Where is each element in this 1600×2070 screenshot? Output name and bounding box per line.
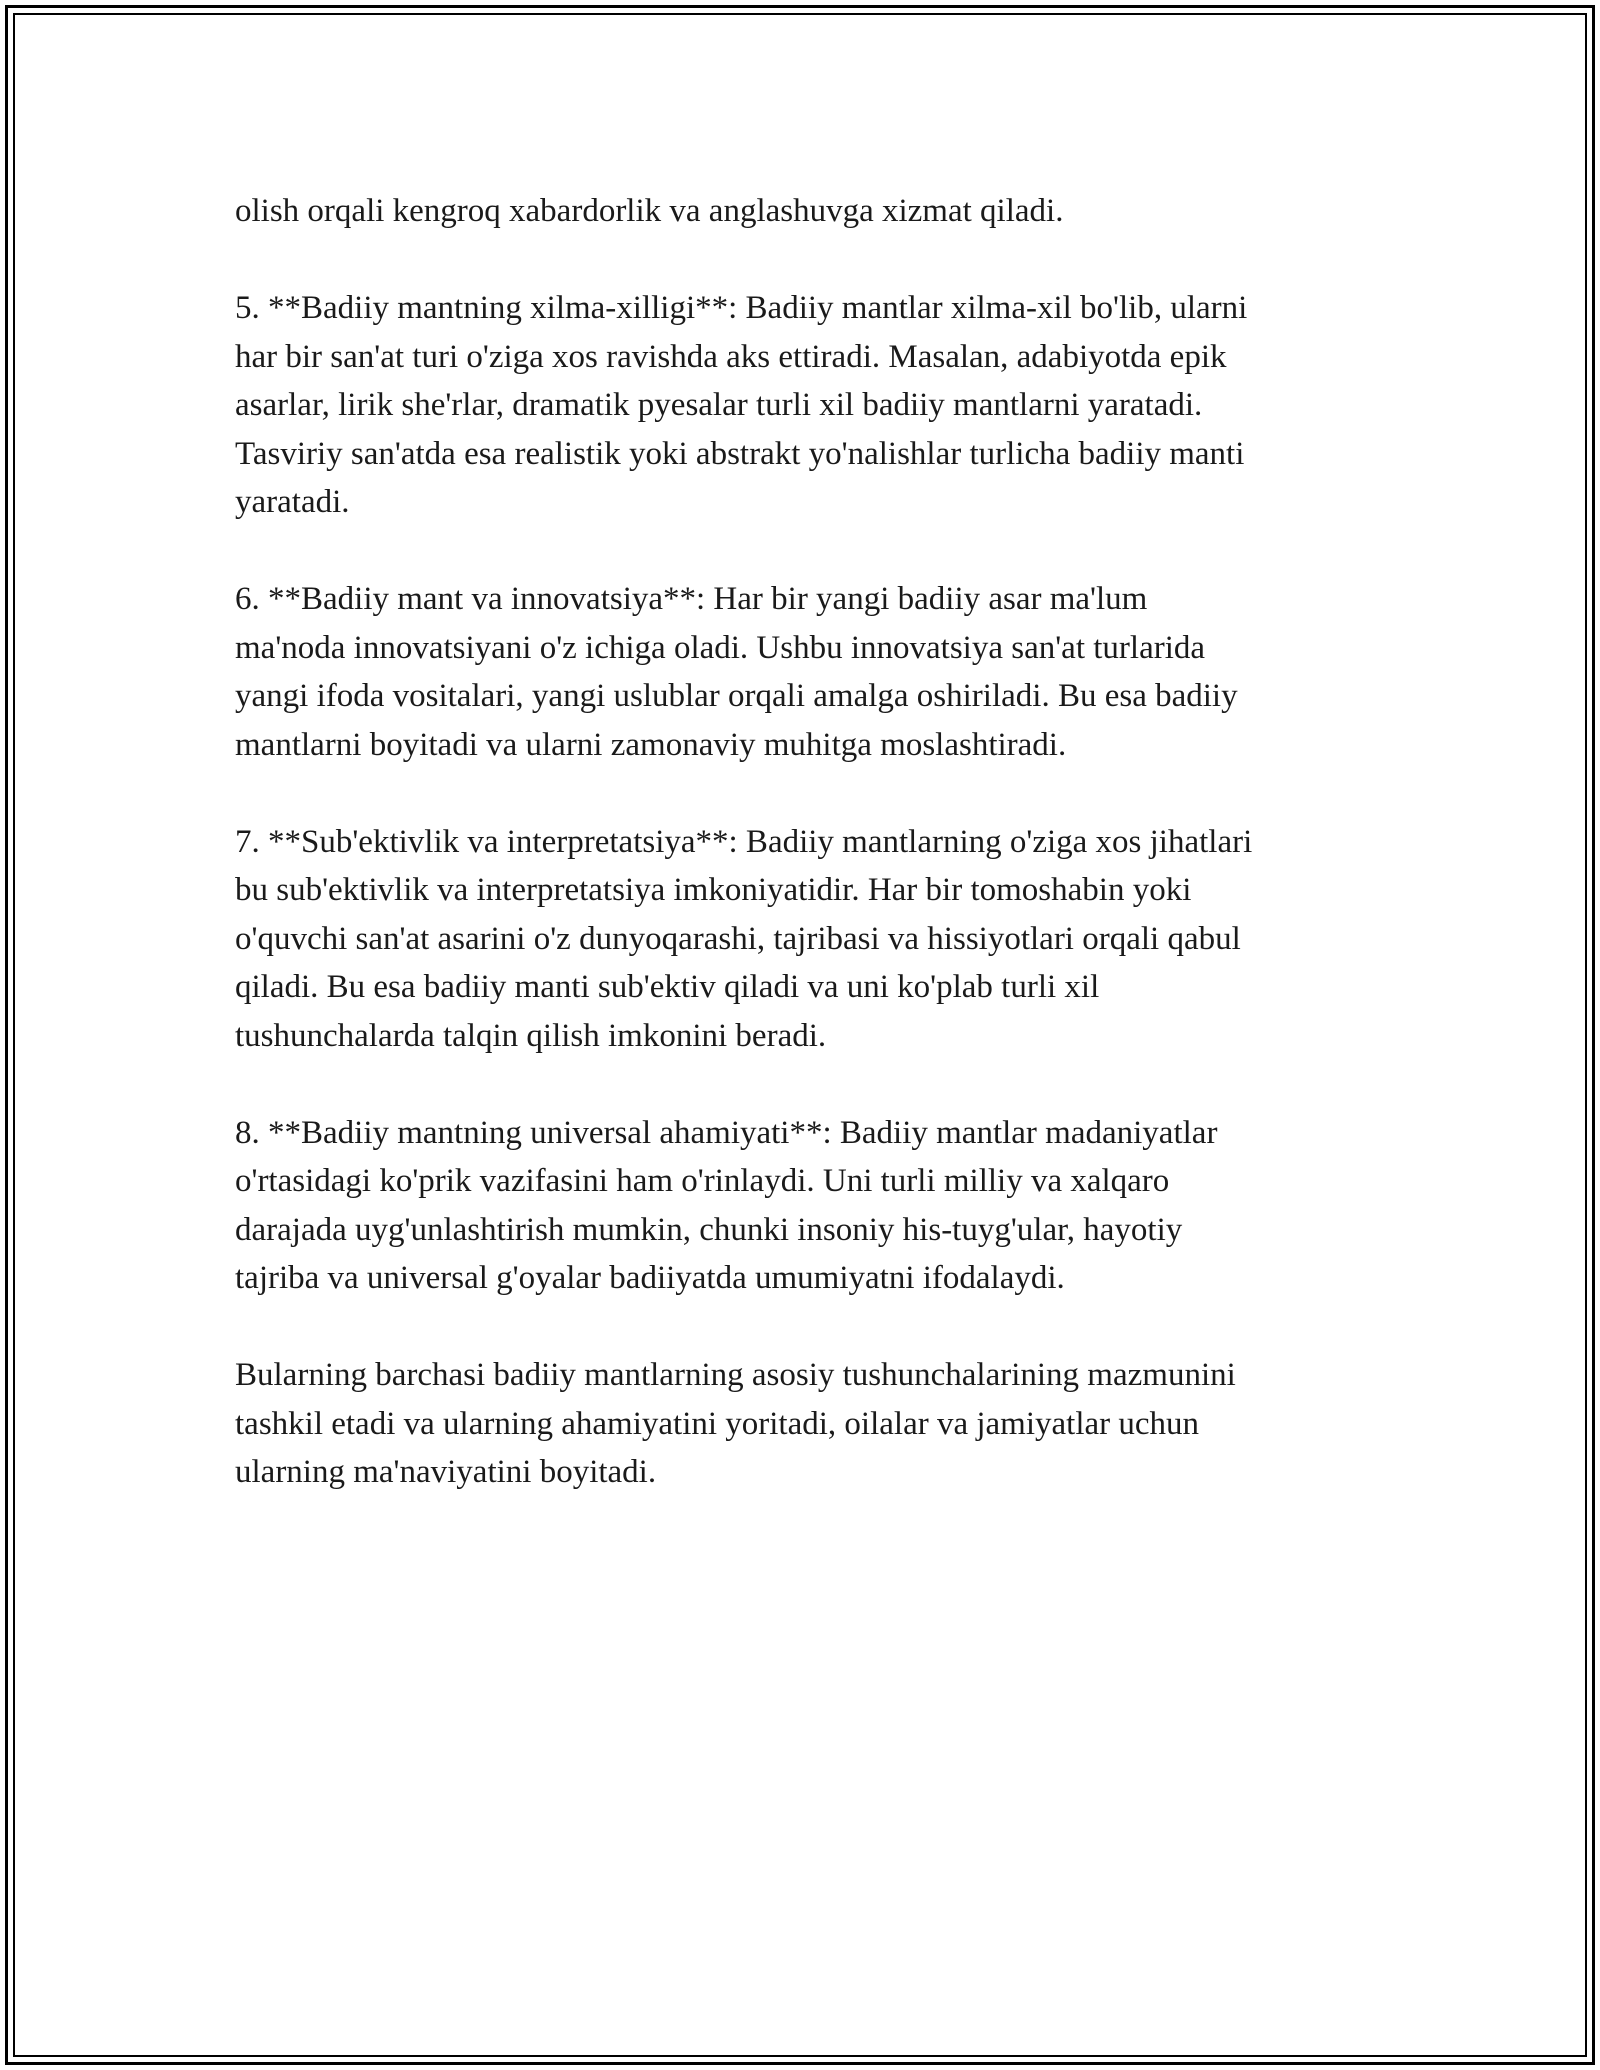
text-line: yaratadi. — [235, 484, 350, 520]
text-line: asarlar, lirik she'rlar, dramatik pyesalar turli xil badiiy mantlarni yaratadi. — [235, 387, 1203, 423]
paragraph-item-5 — [235, 284, 1375, 527]
text-line: har bir san'at turi o'ziga xos ravishda aks ettiradi. Masalan, adabiyotda epik — [235, 338, 1227, 375]
text-line: 8. **Badiiy mantning universal ahamiyati**: Badiiy mantlar madaniyatlar — [235, 1114, 1218, 1151]
text-line: mantlarni boyitadi va ularni zamonaviy muhitga moslashtiradi. — [235, 726, 1067, 763]
paragraph-item-6 — [235, 575, 1375, 769]
text-line: qiladi. Bu esa badiiy manti sub'ektiv qiladi va uni ko'plab turli xil — [235, 969, 1100, 1005]
text-line: 6. **Badiiy mant va innovatsiya**: Har bir yangi badiiy asar ma'lum — [235, 581, 1148, 617]
text-line: tushunchalarda talqin qilish imkonini beradi. — [235, 1017, 827, 1054]
text-line: yangi ifoda vositalari, yangi uslublar orqali amalga oshiriladi. Bu esa badiiy — [235, 678, 1238, 714]
text-line: ularning ma'naviyatini boyitadi. — [235, 1454, 657, 1490]
paragraph-item-7 — [235, 818, 1375, 1061]
text-line: bu sub'ektivlik va interpretatsiya imkoniyatidir. Har bir tomoshabin yoki — [235, 872, 1192, 908]
text-line: 5. **Badiiy mantning xilma-xilligi**: Badiiy mantlar xilma-xil bo'lib, ularni — [235, 290, 1248, 326]
text-line: o'rtasidagi ko'prik vazifasini ham o'rinlaydi. Uni turli milliy va xalqaro — [235, 1163, 1170, 1199]
paragraph-conclusion — [235, 1351, 1375, 1497]
text-line: 7. **Sub'ektivlik va interpretatsiya**: Badiiy mantlarning o'ziga xos jihatlari — [235, 823, 1253, 860]
text-line: tajriba va universal g'oyalar badiiyatda umumiyatni ifodalaydi. — [235, 1260, 1065, 1296]
paragraph-item-8 — [235, 1109, 1375, 1303]
text-line: ma'noda innovatsiyani o'z ichiga oladi. Ushbu innovatsiya san'at turlarida — [235, 629, 1206, 666]
text-line: Bularning barchasi badiiy mantlarning asosiy tushunchalarining mazmunini — [235, 1357, 1236, 1393]
text-line: olish orqali kengroq xabardorlik va anglashuvga xizmat qiladi. — [235, 193, 1064, 229]
paragraph-continuation — [235, 187, 1375, 236]
text-line: tashkil etadi va ularning ahamiyatini yoritadi, oilalar va jamiyatlar uchun — [235, 1405, 1200, 1442]
text-line: Tasviriy san'atda esa realistik yoki abstrakt yo'nalishlar turlicha badiiy manti — [235, 435, 1245, 472]
text-line: o'quvchi san'at asarini o'z dunyoqarashi, tajribasi va hissiyotlari orqali qabul — [235, 920, 1241, 957]
document-body — [235, 187, 1375, 1545]
text-line: darajada uyg'unlashtirish mumkin, chunki insoniy his-tuyg'ular, hayotiy — [235, 1211, 1183, 1248]
